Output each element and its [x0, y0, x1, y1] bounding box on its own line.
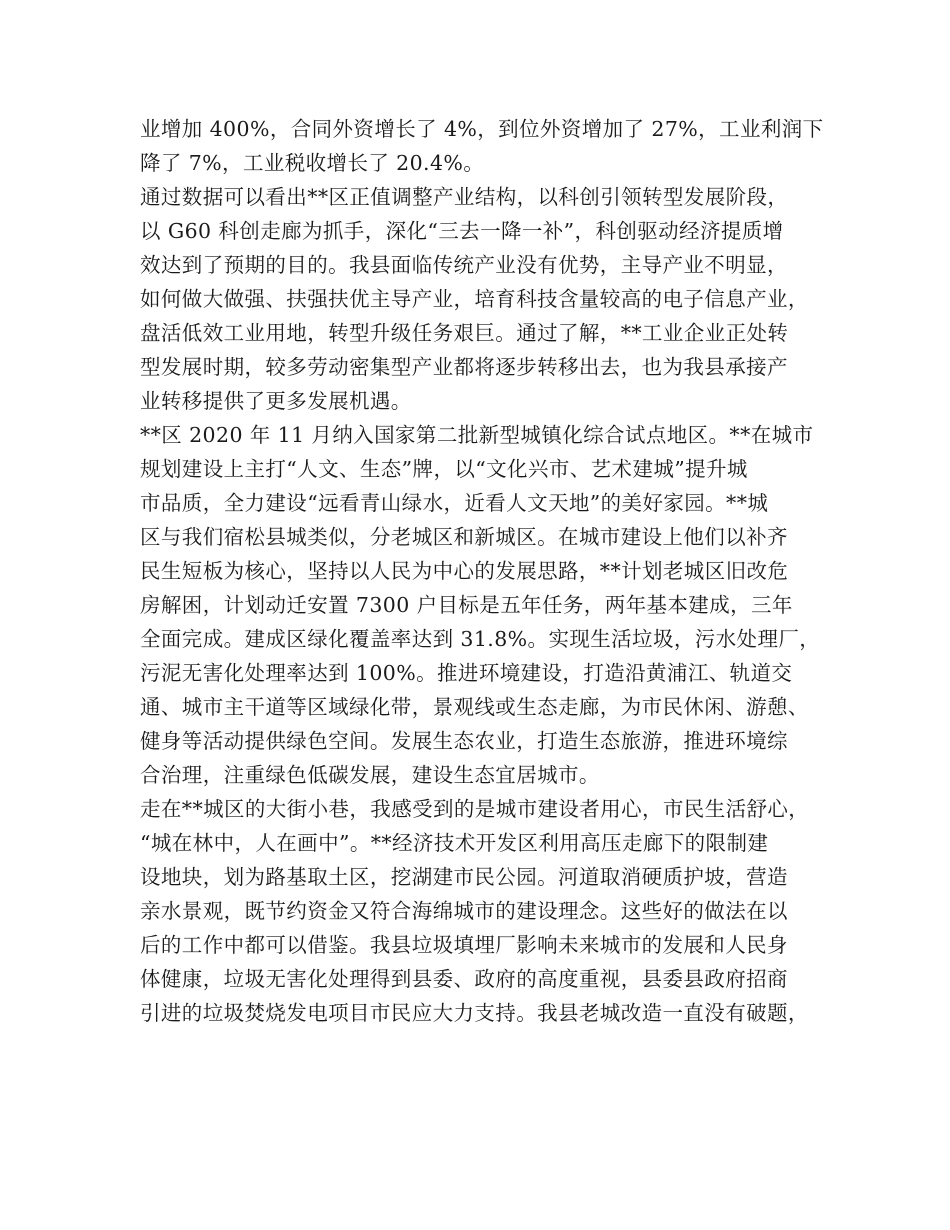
- paragraph-2: 通过数据可以看出**区正值调整产业结构，以科创引领转型发展阶段， 以 G60 科创走廊为抓手，深化“三去一降一补”，科创驱动经济提质增 效达到了预期的目的。我县面临传统产业没有优势，主导产业不明显， 如何做大做强、扶强扶优主导产业，培育科技含量较高的电子信息产业， 盘活低效工业用地，转型升级任务艰巨。通过了解，**工业企业正处转 型发展时期，较多劳动密集型产业都将逐步转移出去，也为我县承接产 业转移提供了更多发展机遇。: [140, 185, 809, 413]
- paragraph-4: 走在**城区的大街小巷，我感受到的是城市建设者用心，市民生活舒心， “城在林中，人在画中”。**经济技术开发区利用高压走廊下的限制建 设地块，划为路基取土区，挖湖建市民公园。河道取消硬质护坡，营造 亲水景观，既节约资金又符合海绵城市的建设理念。这些好的做法在以 后的工作中都可以借鉴。我县垃圾填埋厂影响未来城市的发展和人民身 体健康，垃圾无害化处理得到县委、政府的高度重视，县委县政府招商 引进的垃圾焚烧发电项目市民应大力支持。我县老城改造一直没有破题，: [140, 797, 810, 1025]
- paragraph-1: 业增加 400%，合同外资增长了 4%，到位外资增加了 27%，工业利润下 降了 7%，工业税收增长了 20.4%。: [140, 117, 824, 175]
- document-body: [140, 112, 830, 1030]
- paragraph-3: **区 2020 年 11 月纳入国家第二批新型城镇化综合试点地区。**在城市 规划建设上主打“人文、生态”牌，以“文化兴市、艺术建城”提升城 市品质，全力建设“远看青山绿水，近看人文天地”的美好家园。**城 区与我们宿松县城类似，分老城区和新城区。在城市建设上他们以补齐 民生短板为核心，坚持以人民为中心的发展思路，**计划老城区旧改危 房解困，计划动迁安置 7300 户目标是五年任务，两年基本建成，三年 全面完成。建成区绿化覆盖率达到 31.8%。实现生活垃圾，污水处理厂， 污泥无害化处理率达到 100%。推进环境建设，打造沿黄浦江、轨道交 通、城市主干道等区域绿化带，景观线或生态走廊，为市民休闲、游憩、 健身等活动提供绿色空间。发展生态农业，打造生态旅游，推进环境综 合治理，注重绿色低碳发展，建设生态宜居城市。: [140, 423, 821, 787]
